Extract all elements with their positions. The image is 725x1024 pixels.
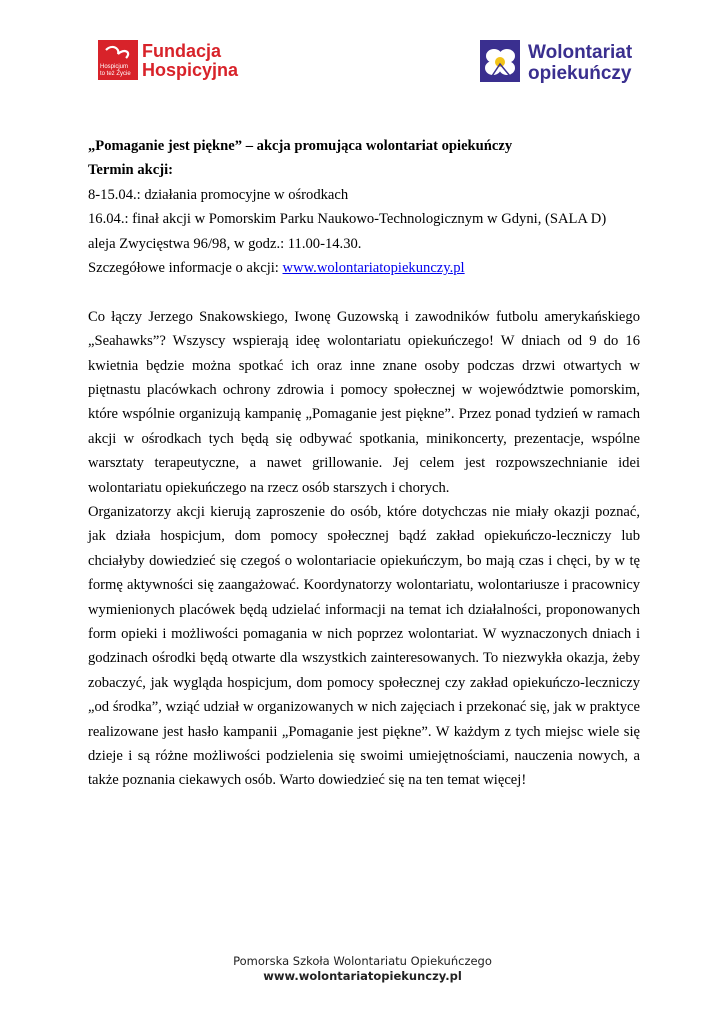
logo-right-line1: Wolontariat [528,42,633,63]
spacer [88,280,640,304]
title-rest: – akcja promująca wolontariat opiekuńczy [242,138,513,154]
title-quoted: „Pomaganie jest piękne” [88,138,243,154]
footer-url[interactable]: www.wolontariatopiekunczy.pl [263,969,462,983]
fundacja-hospicyjna-logo [98,40,239,84]
document-body [88,134,640,793]
logo-heart-icon [98,40,138,80]
footer-org-name: Pomorska Szkoła Wolontariatu Opiekuńczego [233,954,492,968]
paragraph-1: Co łączy Jerzego Snakowskiego, Iwonę Guzowską i zawodników futbolu amerykańskiego „Seahawks”? Wszyscy wspierają ideę wolontariatu opiekuńczego! W dniach od 9 do 16 kwietnia będzie można spotkać ich oraz inne znane osoby podczas drzwi otwartych w piętnastu placówkach ochrony zdrowia i pomocy społecznej w województwie pomorskim, które wspólnie organizują kampanię „Pomaganie jest piękne”. Przez ponad tydzień w ramach akcji w ośrodkach tych będą się odbywać spotkania, minikoncerty, prezentacje, wspólne warsztaty terapeutyczne, a nawet grillowanie. Jej celem jest rozpowszechnianie idei wolontariatu opiekuńczego na rzecz osób starszych i chorych. [88,308,640,496]
info-label: Szczegółowe informacje o akcji: [88,259,283,276]
logo-right-line2: opiekuńczy [528,63,632,84]
wolontariat-opiekunczy-logo [480,40,650,84]
logo-box-line2: to też Życie [100,71,131,77]
logo-right-text [528,42,632,84]
page-footer [0,954,725,984]
flower-icon [480,40,520,82]
term-label: Termin akcji: [88,162,173,179]
term-line-1: 8-15.04.: działania promocyjne w ośrodkach [88,186,349,203]
logo-box-line1: Hospicjum [100,64,129,70]
info-link[interactable]: www.wolontariatopiekunczy.pl [282,259,465,276]
info-line [88,256,640,280]
logo-left-text [142,42,238,80]
term-line-2: 16.04.: finał akcji w Pomorskim Parku Naukowo-Technologicznym w Gdyni, (SALA D) [88,211,607,228]
logo-left-line1: Fundacja [142,41,222,61]
article-title [88,134,640,158]
paragraph-2: Organizatorzy akcji kierują zaproszenie do osób, które dotychczas nie miały okazji poznać, jak działa hospicjum, dom pomocy społecznej bądź zakład opiekuńczo-leczniczy lub chciałyby dowiedzieć się czegoś o wolontariacie opiekuńczym, bo mają czas i chęci, by w tę formę aktywności się zaangażować. Koordynatorzy wolontariatu, wolontariusze i pracownicy wymienionych placówek będą udzielać informacji na temat ich działalności, proponowanych form opieki i możliwości pomagania w nich poprzez wolontariat. W wyznaczonych dniach i godzinach ośrodki będą otwarte dla wszystkich zainteresowanych. To niezwykła okazja, żeby zobaczyć, jak wygląda hospicjum, dom pomocy społecznej czy zakład opiekuńczo-leczniczy „od środka”, wziąć udział w organizowanych w nich zajęciach i przekonać się, jak w praktyce realizowane jest hasło kampanii „Pomaganie jest piękne”. W każdym z tych miejsc wiele się dzieje i są różne możliwości podzielenia się swoimi umiejętnościami, nauczenia nowych, a także poznania ciekawych osób. Warto dowiedzieć się na ten temat więcej! [88,503,640,789]
term-line-3: aleja Zwycięstwa 96/98, w godz.: 11.00-14.30. [88,235,362,252]
logo-left-line2: Hospicyjna [142,60,239,80]
